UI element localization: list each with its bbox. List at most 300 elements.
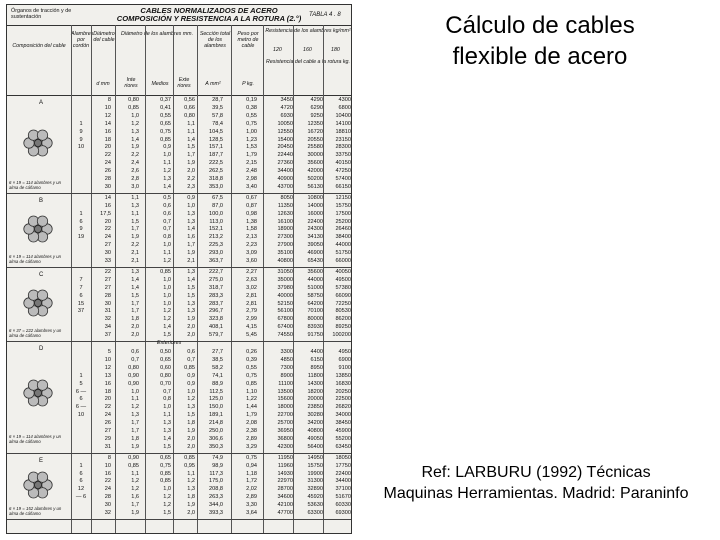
table-cell: 1,1 bbox=[131, 396, 139, 403]
table-cell: 1,2 bbox=[187, 396, 195, 403]
table-cell: 30 bbox=[104, 300, 111, 307]
table-cell: 1,4 bbox=[163, 183, 171, 190]
table-cell: 10 bbox=[104, 462, 111, 469]
table-cell: 3450 bbox=[280, 97, 293, 103]
table-cell: 0,9 bbox=[187, 194, 195, 201]
table-cell: 2,63 bbox=[246, 276, 257, 283]
table-cell: 3,64 bbox=[246, 510, 257, 516]
table-cell: 40800 bbox=[307, 428, 323, 434]
table-cell: 16720 bbox=[307, 128, 323, 135]
table-cell: 27900 bbox=[277, 242, 293, 249]
table-cell: 27 bbox=[104, 242, 111, 249]
table-cell: 11350 bbox=[277, 202, 293, 209]
table-cell: 6 bbox=[79, 470, 83, 477]
table-cell: 0,95 bbox=[184, 462, 195, 469]
table-cell: 10050 bbox=[277, 120, 293, 127]
table-cell: 23150 bbox=[335, 136, 351, 143]
table-cell: 0,90 bbox=[128, 454, 139, 461]
table-row bbox=[7, 316, 351, 324]
table-cell: 26 bbox=[104, 168, 111, 175]
table-cell: 28,7 bbox=[212, 97, 223, 103]
table-cell: 0,80 bbox=[160, 372, 171, 379]
table-cell: 0,75 bbox=[246, 120, 257, 127]
table-cell: 10 bbox=[104, 104, 111, 111]
table-cell: 1 bbox=[79, 462, 83, 469]
table-cell: 1,5 bbox=[131, 292, 139, 299]
table-cell: 12150 bbox=[335, 194, 351, 201]
header-breaking-strength: Resistencia del cable a la rotura kg. bbox=[266, 59, 350, 65]
table-cell: 2,1 bbox=[131, 250, 139, 257]
table-cell: 35000 bbox=[277, 276, 293, 283]
table-cell: 18000 bbox=[277, 404, 293, 411]
table-cell: 74550 bbox=[277, 332, 293, 339]
table-cell: 2,79 bbox=[246, 308, 257, 315]
table-cell: 1,4 bbox=[163, 324, 171, 331]
organs-label: Órganos de tracción y de sustentación bbox=[11, 8, 72, 20]
table-cell: 98,9 bbox=[212, 462, 223, 469]
unit-d: d mm bbox=[96, 81, 110, 87]
table-cell: 214,8 bbox=[209, 420, 223, 427]
table-cell: 222,7 bbox=[209, 268, 223, 275]
table-cell: 24300 bbox=[307, 226, 323, 233]
table-cell: 16 bbox=[104, 380, 111, 387]
table-row bbox=[7, 113, 351, 121]
unit-weight: P kg. bbox=[242, 81, 254, 87]
table-cell: 1,4 bbox=[187, 136, 195, 143]
table-cell: 45900 bbox=[335, 428, 351, 434]
table-cell: 0,8 bbox=[163, 234, 171, 241]
table-cell: 1,4 bbox=[131, 276, 139, 283]
table-cell: 51750 bbox=[335, 250, 351, 257]
header-cable-diameter: Diámetro del cable bbox=[93, 31, 115, 43]
table-cell: 1,9 bbox=[131, 443, 139, 450]
table-cell: 6 bbox=[79, 478, 83, 485]
table-cell: 2,81 bbox=[246, 300, 257, 307]
unit-exterior: Exte riores bbox=[177, 77, 191, 89]
table-cell: 0,85 bbox=[160, 136, 171, 143]
table-cell: 91750 bbox=[307, 332, 323, 339]
table-cell: 1,4 bbox=[131, 136, 139, 143]
table-row bbox=[7, 285, 351, 293]
table-row bbox=[7, 168, 351, 176]
table-cell: 0,85 bbox=[160, 478, 171, 485]
table-cell: 1,0 bbox=[131, 388, 139, 395]
table-cell: 18900 bbox=[277, 226, 293, 233]
table-cell: 5 bbox=[79, 380, 83, 387]
table-cell: 393,3 bbox=[209, 510, 223, 516]
table-cell: 18 bbox=[104, 136, 111, 143]
table-cell: 350,3 bbox=[209, 443, 223, 450]
table-cell: 5,45 bbox=[246, 332, 257, 339]
table-cell: 20 bbox=[104, 396, 111, 403]
table-row bbox=[7, 105, 351, 113]
table-cell: 18200 bbox=[307, 388, 323, 395]
table-cell: 1,0 bbox=[187, 388, 195, 395]
table-cell: 37100 bbox=[335, 486, 351, 493]
table-cell: 187,7 bbox=[209, 152, 223, 159]
table-cell: 104,5 bbox=[209, 128, 223, 135]
table-cell: 306,6 bbox=[209, 435, 223, 442]
table-cell: 12 — 6 bbox=[75, 486, 87, 501]
table-row bbox=[7, 219, 351, 227]
table-cell: 0,75 bbox=[246, 454, 257, 461]
table-cell: 8900 bbox=[280, 372, 293, 379]
table-title bbox=[109, 7, 309, 23]
table-cell: 0,7 bbox=[187, 356, 195, 363]
group-separator bbox=[7, 453, 351, 454]
table-cell: 27300 bbox=[277, 234, 293, 241]
table-cell: 263,3 bbox=[209, 494, 223, 501]
table-cell: 2,0 bbox=[131, 332, 139, 339]
table-cell: 2,3 bbox=[187, 183, 195, 190]
table-cell: 363,7 bbox=[209, 258, 223, 264]
table-cell: 24 bbox=[104, 234, 111, 241]
table-cell: 34 bbox=[104, 324, 111, 331]
table-cell: 2,6 bbox=[131, 168, 139, 175]
table-cell: 2,08 bbox=[246, 420, 257, 427]
table-cell: 14950 bbox=[307, 454, 323, 461]
table-cell: 2,02 bbox=[246, 486, 257, 493]
table-cell: 1,7 bbox=[131, 308, 139, 315]
group-letter: A bbox=[39, 100, 44, 106]
table-cell: 1,9 bbox=[187, 316, 195, 323]
table-cell: 9 bbox=[79, 226, 83, 233]
slide-title bbox=[380, 10, 700, 72]
table-cell: 20550 bbox=[307, 136, 323, 143]
table-cell: 1 bbox=[79, 210, 83, 217]
table-cell: 15750 bbox=[307, 462, 323, 469]
table-cell: 6150 bbox=[310, 356, 323, 363]
table-cell: 1,7 bbox=[131, 428, 139, 434]
table-row bbox=[7, 160, 351, 168]
table-cell: 2,81 bbox=[246, 292, 257, 299]
table-row bbox=[7, 463, 351, 471]
table-cell: 0,55 bbox=[160, 112, 171, 119]
table-cell: 2,48 bbox=[246, 168, 257, 175]
table-cell: 1,0 bbox=[163, 284, 171, 291]
table-cell: 1,0 bbox=[163, 300, 171, 307]
table-row bbox=[7, 301, 351, 309]
table-cell: 1,5 bbox=[163, 332, 171, 339]
table-cell: 80000 bbox=[307, 316, 323, 323]
table-cell: 4300 bbox=[338, 97, 351, 103]
table-cell: 1,4 bbox=[163, 435, 171, 442]
rope-cross-section-icon bbox=[23, 214, 53, 244]
table-cell: 344,0 bbox=[209, 502, 223, 509]
table-row bbox=[7, 293, 351, 301]
table-cell: 318,7 bbox=[209, 284, 223, 291]
table-cell: 30 bbox=[104, 502, 111, 509]
table-row bbox=[7, 129, 351, 137]
table-cell: 1,0 bbox=[163, 292, 171, 299]
table-cell: 37 bbox=[104, 332, 111, 339]
table-cell: 38,5 bbox=[212, 356, 223, 363]
table-cell: 20 bbox=[104, 144, 111, 151]
table-cell: 1,6 bbox=[187, 234, 195, 241]
table-cell: 100,0 bbox=[209, 210, 223, 217]
table-row bbox=[7, 478, 351, 486]
table-cell: 57400 bbox=[335, 176, 351, 182]
table-cell: 408,1 bbox=[209, 324, 223, 331]
table-cell: 18050 bbox=[335, 454, 351, 461]
table-cell: 7300 bbox=[280, 364, 293, 371]
table-cell: 12550 bbox=[277, 128, 293, 135]
table-cell: 1,1 bbox=[131, 470, 139, 477]
table-row bbox=[7, 97, 351, 105]
table-title-line1: CABLES NORMALIZADOS DE ACERO bbox=[140, 6, 278, 15]
table-row bbox=[7, 357, 351, 365]
table-cell: 1,2 bbox=[163, 316, 171, 323]
reference-text bbox=[352, 462, 720, 504]
table-cell: 30000 bbox=[307, 152, 323, 159]
table-cell: 10 bbox=[77, 144, 85, 151]
header-wires-per-strand: Alambres por cordón bbox=[71, 31, 94, 49]
table-cell: 55200 bbox=[335, 435, 351, 442]
table-cell: 51000 bbox=[307, 284, 323, 291]
table-cell: 1,8 bbox=[131, 316, 139, 323]
table-cell: 14 bbox=[104, 194, 111, 201]
table-cell: 28700 bbox=[277, 486, 293, 493]
table-cell: 87,0 bbox=[212, 202, 223, 209]
table-cell: 16830 bbox=[335, 380, 351, 387]
table-cell: 6930 bbox=[280, 112, 293, 119]
table-cell: 0,85 bbox=[128, 462, 139, 469]
group-letter: E bbox=[39, 457, 44, 464]
table-cell: 34000 bbox=[335, 412, 351, 419]
unit-interior: Inte riores bbox=[124, 77, 138, 89]
table-cell: 1,8 bbox=[187, 494, 195, 501]
table-cell: 2,0 bbox=[187, 443, 195, 450]
table-cell: 1 bbox=[79, 372, 83, 379]
table-cell: 152,1 bbox=[209, 226, 223, 233]
table-cell: 10800 bbox=[307, 194, 323, 201]
table-cell: 44000 bbox=[307, 276, 323, 283]
group-caption: 6 × 19 = 114 alambres y un alma de cáñamo bbox=[9, 179, 61, 190]
table-cell: 1,3 bbox=[163, 176, 171, 182]
table-cell: 63450 bbox=[335, 443, 351, 450]
table-cell: 16 bbox=[104, 128, 111, 135]
table-cell: 22400 bbox=[335, 470, 351, 477]
table-cell: 1,3 bbox=[163, 428, 171, 434]
table-cell: 125,0 bbox=[209, 396, 223, 403]
table-cell: 22 bbox=[104, 268, 111, 275]
table-title-line2: COMPOSICIÓN Y RESISTENCIA A LA ROTURA (2.°) bbox=[116, 14, 302, 23]
table-cell: 17500 bbox=[335, 210, 351, 217]
table-cell: 0,65 bbox=[160, 454, 171, 461]
table-cell: 15600 bbox=[277, 396, 293, 403]
reference-line1: Ref: LARBURU (1992) Técnicas bbox=[421, 464, 651, 481]
table-cell: 12350 bbox=[307, 120, 323, 127]
table-cell: 28 bbox=[104, 176, 111, 182]
table-cell: 1,00 bbox=[246, 128, 257, 135]
table-cell: 20250 bbox=[335, 388, 351, 395]
table-cell: 18810 bbox=[335, 128, 351, 135]
table-cell: 1,2 bbox=[163, 494, 171, 501]
table-cell: 112,5 bbox=[209, 388, 223, 395]
table-cell: 16 bbox=[104, 470, 111, 477]
table-cell: 0,90 bbox=[128, 380, 139, 387]
table-cell: 42300 bbox=[277, 443, 293, 450]
table-cell: 30280 bbox=[307, 412, 323, 419]
table-cell: 0,60 bbox=[160, 364, 171, 371]
table-cell: 35100 bbox=[277, 250, 293, 257]
table-cell: 26820 bbox=[335, 404, 351, 411]
table-cell: 3,02 bbox=[246, 284, 257, 291]
table-cell: 13 bbox=[104, 372, 111, 379]
rope-cross-section-icon bbox=[23, 288, 53, 318]
table-cell: 1,72 bbox=[246, 478, 257, 485]
table-cell: 2,0 bbox=[187, 324, 195, 331]
table-cell: 25200 bbox=[335, 218, 351, 225]
table-row bbox=[7, 137, 351, 145]
table-cell: 20000 bbox=[307, 396, 323, 403]
table-cell: 10400 bbox=[335, 112, 351, 119]
header-section: Sección total de los alambres bbox=[199, 31, 231, 49]
table-cell: 0,6 bbox=[187, 349, 195, 355]
table-cell: 23850 bbox=[307, 404, 323, 411]
table-cell: 189,1 bbox=[209, 412, 223, 419]
table-cell: 64200 bbox=[307, 300, 323, 307]
table-cell: 208,8 bbox=[209, 486, 223, 493]
header-weight: Peso por metro de cable bbox=[237, 31, 259, 49]
table-cell: 28 bbox=[104, 292, 111, 299]
table-cell: 0,37 bbox=[160, 97, 171, 103]
table-cell: 78,4 bbox=[212, 120, 223, 127]
table-cell: 16000 bbox=[307, 210, 323, 217]
table-cell: 1,3 bbox=[187, 268, 195, 275]
table-cell: 2,0 bbox=[131, 324, 139, 331]
table-cell: 57,8 bbox=[212, 112, 223, 119]
table-cell: 0,85 bbox=[184, 454, 195, 461]
table-cell: 4400 bbox=[310, 349, 323, 355]
table-cell: 0,65 bbox=[160, 120, 171, 127]
table-cell: 117,3 bbox=[209, 470, 223, 477]
table-cell: 1,3 bbox=[187, 218, 195, 225]
table-cell: 0,80 bbox=[128, 364, 139, 371]
table-cell: 1,9 bbox=[131, 234, 139, 241]
group-caption: 6 × 19 = 114 alambres y un alma de cáñamo bbox=[9, 253, 61, 264]
table-cell: 1,1 bbox=[187, 470, 195, 477]
table-cell: 88,9 bbox=[212, 380, 223, 387]
table-cell: 0,75 bbox=[246, 372, 257, 379]
table-row bbox=[7, 349, 351, 357]
table-cell: 11950 bbox=[277, 454, 293, 461]
table-cell: 34400 bbox=[335, 478, 351, 485]
table-cell: 1,4 bbox=[187, 226, 195, 233]
table-cell: 38400 bbox=[335, 234, 351, 241]
table-cell: 34130 bbox=[307, 234, 323, 241]
table-cell: 40000 bbox=[277, 292, 293, 299]
table-cell: 1,2 bbox=[187, 478, 195, 485]
table-cell: 1,9 bbox=[187, 428, 195, 434]
table-cell: 32 bbox=[104, 510, 111, 516]
table-cell: 296,7 bbox=[209, 308, 223, 315]
table-cell: 40050 bbox=[335, 268, 351, 275]
table-cell: 1,53 bbox=[246, 144, 257, 151]
table-row bbox=[7, 420, 351, 428]
table-cell: 28 bbox=[104, 494, 111, 501]
table-cell: 0,75 bbox=[160, 462, 171, 469]
table-row bbox=[7, 308, 351, 316]
table-cell: 39,5 bbox=[212, 104, 223, 111]
table-cell: 43700 bbox=[277, 183, 293, 190]
table-cell: 86200 bbox=[335, 316, 351, 323]
table-cell: 0,98 bbox=[246, 210, 257, 217]
table-cell: 2,23 bbox=[246, 242, 257, 249]
table-cell: 2,0 bbox=[187, 435, 195, 442]
table-cell: 3,30 bbox=[246, 502, 257, 509]
table-cell: 0,94 bbox=[246, 462, 257, 469]
table-cell: 1,0 bbox=[163, 276, 171, 283]
table-cell: 27 bbox=[104, 428, 111, 434]
unit-area: A mm² bbox=[205, 81, 221, 87]
table-cell: 49050 bbox=[307, 435, 323, 442]
group-caption: 6 × 19 = 114 alambres y un alma de cáñamo bbox=[9, 433, 61, 444]
table-cell: 0,7 bbox=[163, 388, 171, 395]
table-cell: 38450 bbox=[335, 420, 351, 427]
table-cell: 1,2 bbox=[163, 308, 171, 315]
table-cell: 26 bbox=[104, 420, 111, 427]
table-cell: 1,3 bbox=[163, 420, 171, 427]
table-cell: 1,1 bbox=[131, 210, 139, 217]
table-cell: 74,1 bbox=[212, 372, 223, 379]
table-cell: 52150 bbox=[277, 300, 293, 307]
table-cell: 1,3 bbox=[187, 486, 195, 493]
table-cell: 1,3 bbox=[131, 128, 139, 135]
table-cell: 1,2 bbox=[163, 168, 171, 175]
table-row bbox=[7, 269, 351, 277]
table-cell: 0,67 bbox=[246, 194, 257, 201]
table-cell: 1,9 bbox=[187, 250, 195, 257]
table-cell: 1,23 bbox=[246, 136, 257, 143]
table-cell: 26460 bbox=[335, 226, 351, 233]
table-cell: 6290 bbox=[310, 104, 323, 111]
table-cell: 4,15 bbox=[246, 324, 257, 331]
table-cell: 8 bbox=[107, 97, 111, 103]
table-cell: 1,4 bbox=[187, 276, 195, 283]
table-cell: 65430 bbox=[307, 258, 323, 264]
table-cell: 6900 bbox=[338, 356, 351, 363]
table-cell: 150,0 bbox=[209, 404, 223, 411]
table-cell: 14930 bbox=[277, 470, 293, 477]
table-cell: 2,13 bbox=[246, 234, 257, 241]
table-cell: 25700 bbox=[277, 420, 293, 427]
table-cell: 39050 bbox=[307, 242, 323, 249]
table-cell: 0,7 bbox=[163, 226, 171, 233]
table-row bbox=[7, 365, 351, 373]
table-cell: 3,40 bbox=[246, 183, 257, 190]
slide-title-line2: flexible de acero bbox=[452, 43, 628, 70]
table-cell: 213,2 bbox=[209, 234, 223, 241]
table-cell: 1,2 bbox=[131, 120, 139, 127]
table-cell: 0,39 bbox=[246, 356, 257, 363]
table-cell: 51670 bbox=[335, 494, 351, 501]
table-cell: 35600 bbox=[307, 160, 323, 167]
table-cell: 11800 bbox=[307, 372, 323, 379]
subheader-exteriores: Exteriores bbox=[157, 340, 182, 346]
table-cell: 47250 bbox=[335, 168, 351, 175]
group-separator bbox=[7, 193, 351, 194]
table-cell: 1,1 bbox=[187, 120, 195, 127]
table-cell: 2,89 bbox=[246, 435, 257, 442]
table-cell: 14000 bbox=[307, 202, 323, 209]
table-cell: 1,44 bbox=[246, 404, 257, 411]
table-row bbox=[7, 144, 351, 152]
table-cell: 0,5 bbox=[163, 194, 171, 201]
table-cell: 0,85 bbox=[128, 104, 139, 111]
table-cell: 16100 bbox=[277, 218, 293, 225]
table-cell: 13500 bbox=[277, 388, 293, 395]
